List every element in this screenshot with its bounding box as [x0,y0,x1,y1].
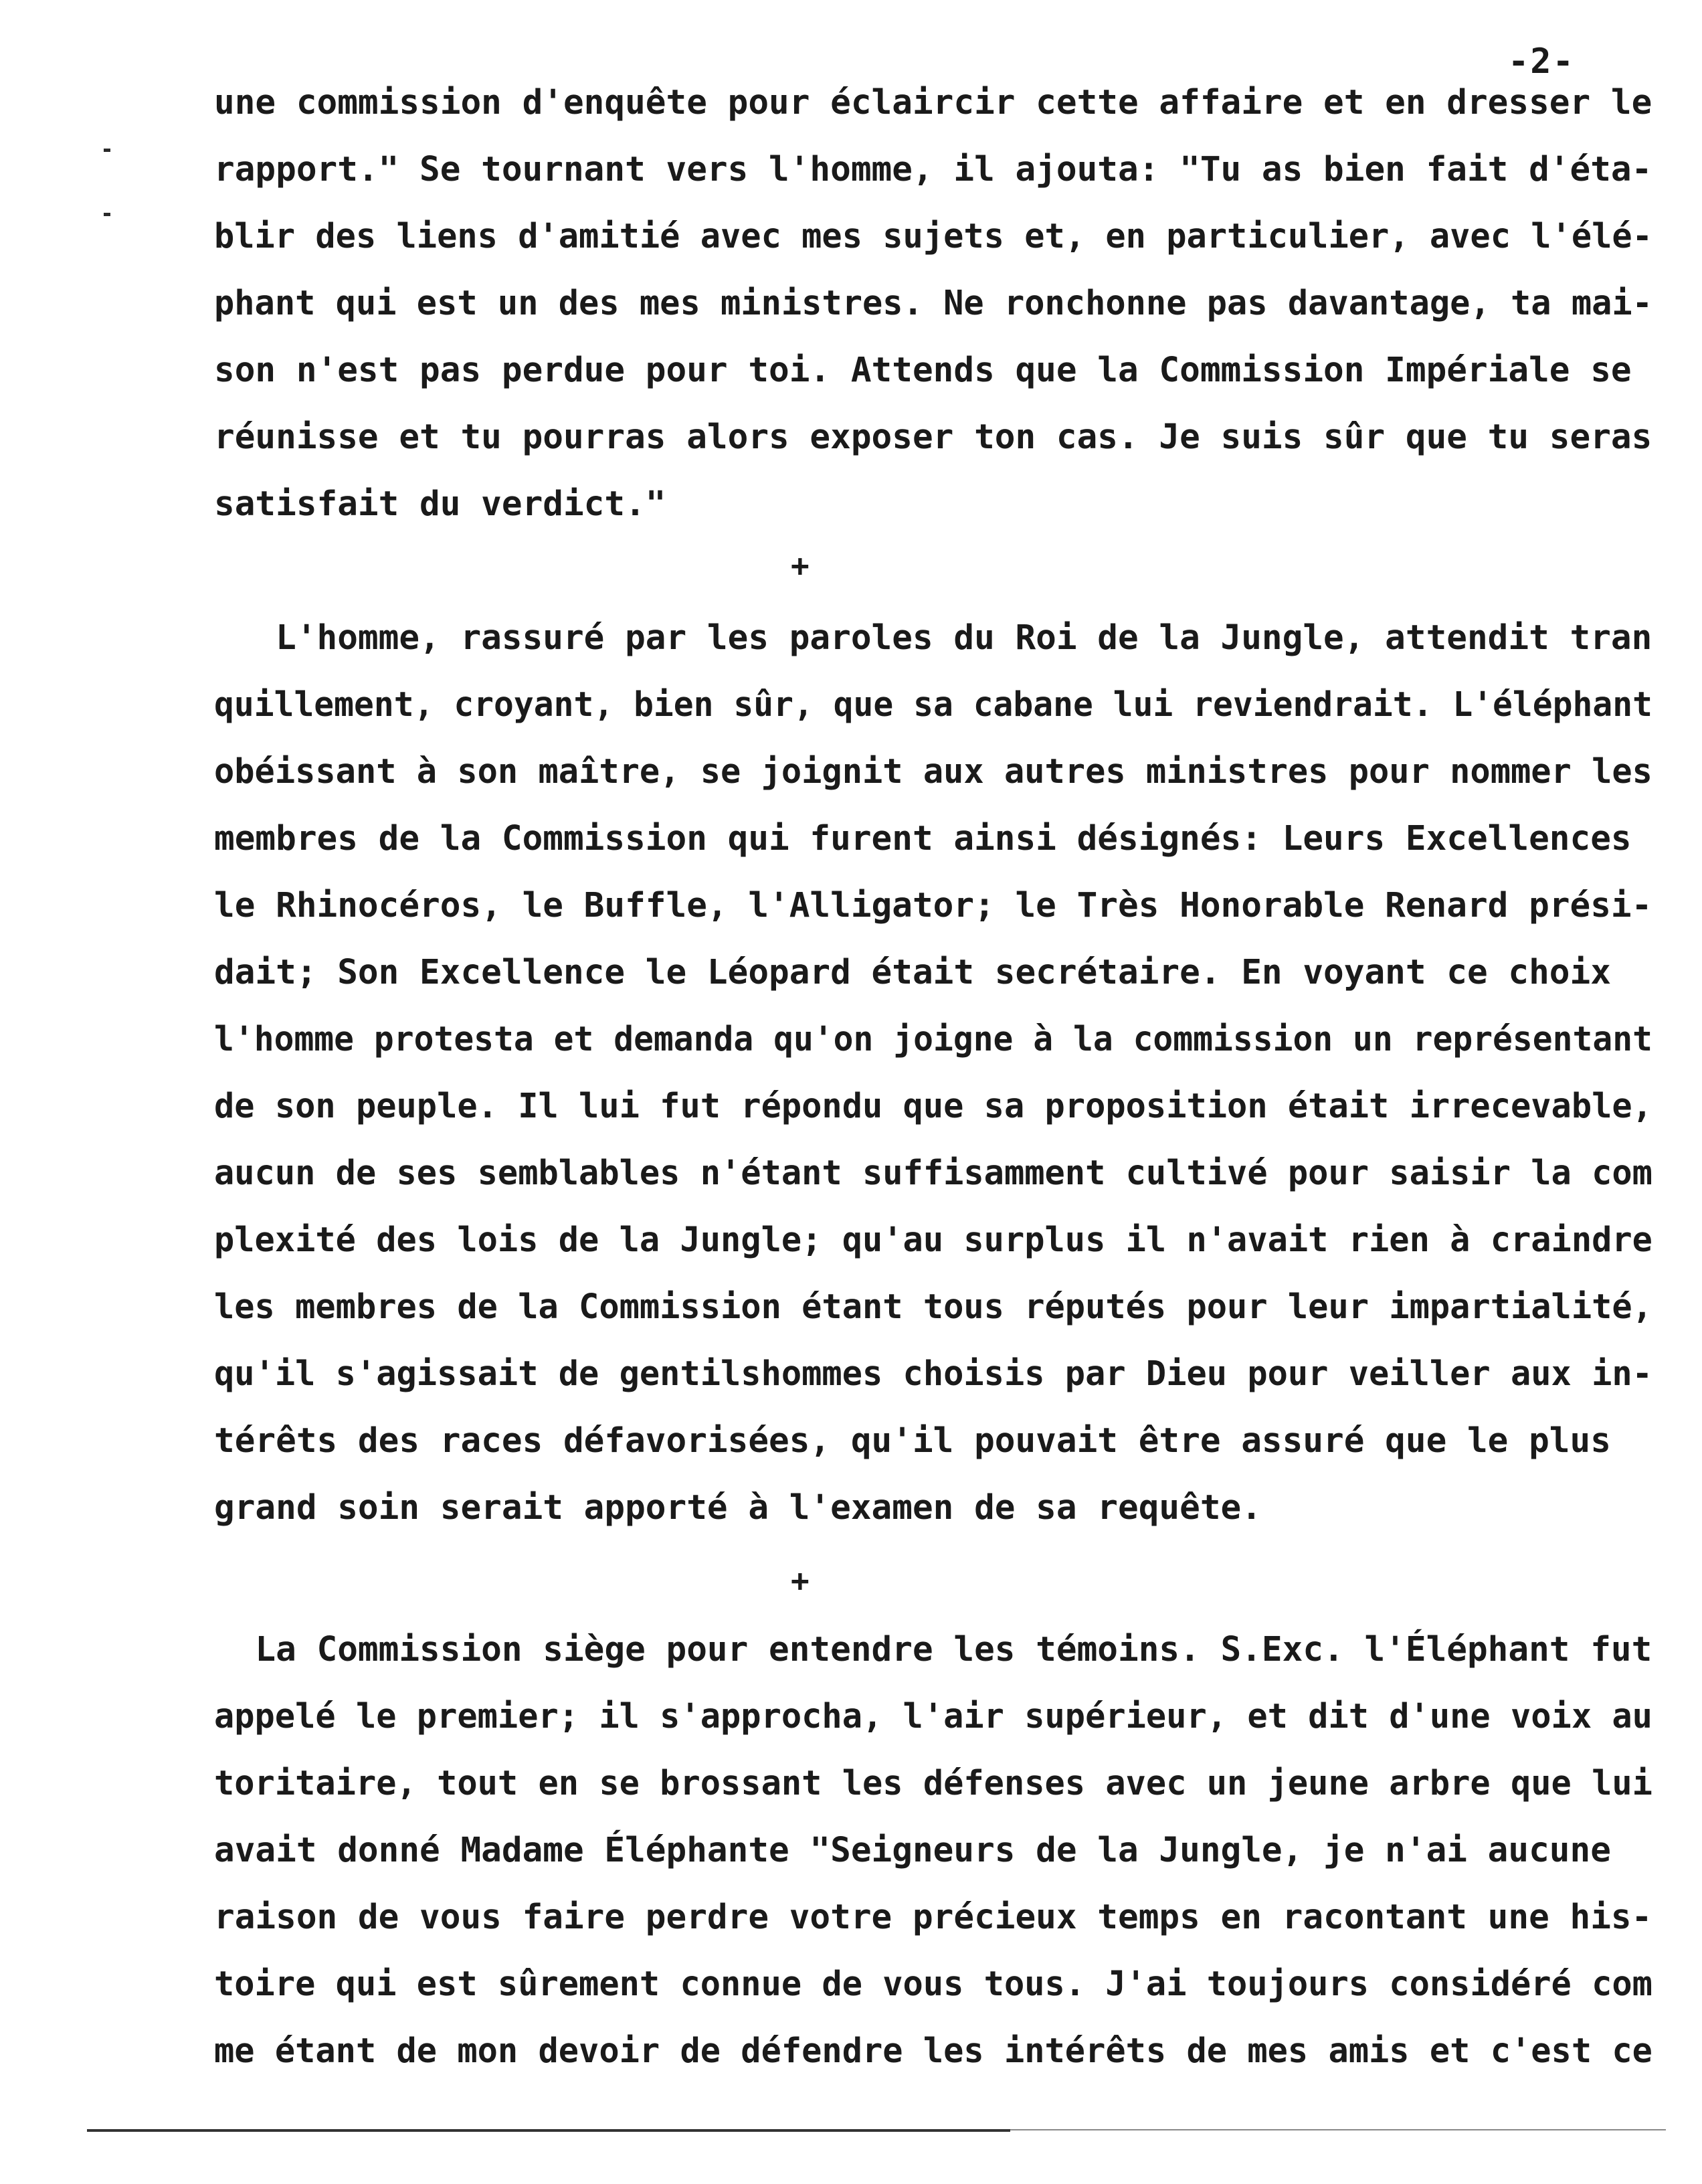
text-line: membres de la Commission qui furent ainsi désignés: Leurs Excellences [214,819,1632,858]
text-line: quillement, croyant, bien sûr, que sa cabane lui reviendrait. L'éléphant [214,685,1652,725]
margin-mark [104,213,110,216]
text-line: de son peuple. Il lui fut répondu que sa proposition était irrecevable, [214,1087,1652,1126]
section-separator: + [791,547,810,583]
text-line: avait donné Madame Éléphante "Seigneurs de la Jungle, je n'ai aucune [214,1831,1611,1870]
text-line: toire qui est sûrement connue de vous tous. J'ai toujours considéré com [214,1965,1652,2004]
text-line: L'homme, rassuré par les paroles du Roi de la Jungle, attendit tran [214,618,1652,658]
text-line: qu'il s'agissait de gentilshommes choisis par Dieu pour veiller aux in- [214,1354,1652,1394]
text-line: blir des liens d'amitié avec mes sujets et, en particulier, avec l'élé- [214,217,1652,256]
text-line: phant qui est un des mes ministres. Ne ronchonne pas davantage, ta mai- [214,284,1652,323]
text-line: son n'est pas perdue pour toi. Attends que la Commission Impériale se [214,351,1632,390]
text-line: plexité des lois de la Jungle; qu'au surplus il n'avait rien à craindre [214,1220,1652,1260]
text-line: me étant de mon devoir de défendre les intérêts de mes amis et c'est ce [214,2031,1652,2071]
text-line: térêts des races défavorisées, qu'il pouvait être assuré que le plus [214,1421,1611,1461]
text-line: le Rhinocéros, le Buffle, l'Alligator; le Très Honorable Renard prési- [214,886,1652,925]
bottom-rule [87,2129,1010,2132]
margin-mark [104,149,110,152]
text-line: obéissant à son maître, se joignit aux autres ministres pour nommer les [214,752,1652,792]
section-separator: + [791,1562,810,1599]
text-line: appelé le premier; il s'approcha, l'air supérieur, et dit d'une voix au [214,1697,1652,1736]
text-line: l'homme protesta et demanda qu'on joigne à la commission un représentant [214,1020,1652,1059]
text-line: satisfait du verdict." [214,484,666,524]
page-number: -2- [1508,41,1575,82]
text-line: La Commission siège pour entendre les témoins. S.Exc. l'Éléphant fut [214,1630,1652,1669]
bottom-rule-faint [1010,2129,1666,2130]
text-line: grand soin serait apporté à l'examen de sa requête. [214,1488,1262,1528]
text-line: raison de vous faire perdre votre précieux temps en racontant une his- [214,1898,1652,1937]
text-line: toritaire, tout en se brossant les défenses avec un jeune arbre que lui [214,1764,1652,1803]
text-line: aucun de ses semblables n'étant suffisamment cultivé pour saisir la com [214,1154,1652,1193]
text-line: réunisse et tu pourras alors exposer ton cas. Je suis sûr que tu seras [214,418,1652,457]
text-line: rapport." Se tournant vers l'homme, il ajouta: "Tu as bien fait d'éta- [214,150,1652,189]
text-line: une commission d'enquête pour éclaircir cette affaire et en dresser le [214,83,1652,122]
text-line: dait; Son Excellence le Léopard était secrétaire. En voyant ce choix [214,953,1611,992]
text-line: les membres de la Commission étant tous réputés pour leur impartialité, [214,1287,1652,1327]
